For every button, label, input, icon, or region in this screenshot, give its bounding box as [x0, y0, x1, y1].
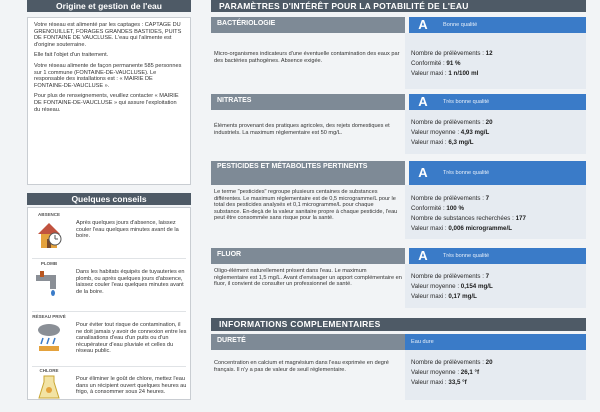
tip-label: RÉSEAU PRIVÉ: [32, 314, 66, 319]
info-header: INFORMATIONS COMPLEMENTAIRES: [211, 318, 586, 331]
param-nitrates: [211, 94, 586, 156]
origin-text-4: Pour plus de renseignements, veuillez contacter « MAIRIE DE FONTAINE-DE-VAUCLUSE » qui assure l'exploitation du réseau.: [34, 93, 179, 113]
rain-cloud-icon: [34, 320, 64, 352]
param-stats: [405, 110, 586, 154]
stat-line: Nombre de prélèvements : 7: [411, 273, 490, 280]
origin-header: Origine et gestion de l'eau: [27, 0, 191, 12]
stat-line: Valeur moyenne : 0,154 mg/L: [411, 283, 493, 290]
param-description: Concentration en calcium et magnésium dans l'eau exprimée en degré français. Il n'y a pas de valeur de seuil réglementaire.: [214, 360, 389, 373]
tips-header: Quelques conseils: [27, 193, 191, 205]
tip-text: Dans les habitats équipés de tuyauteries en plomb, ou après quelques jours d'absence, laissez couler l'eau quelques minutes avant de la boire.: [76, 269, 185, 295]
quality-label: Eau dure: [405, 334, 586, 350]
quality-label: Très bonne qualité: [437, 161, 586, 185]
param-pesticides: [211, 161, 586, 243]
stat-line: Conformité : 91 %: [411, 60, 461, 67]
param-stats: [405, 185, 586, 239]
stat-line: Nombre de prélèvements : 12: [411, 50, 493, 57]
param-title: DURETÉ: [211, 334, 405, 350]
origin-text-1: Votre réseau est alimenté par les captages : CAPTAGE DU GRENOUILLET, FORAGES GRANDES BASTIDES, PUITS DE FONTAINE DE VAUCLUSE. L'eau qui l'alimente est d'origine souterraine.: [34, 22, 182, 48]
param-title: BACTÉRIOLOGIE: [211, 17, 405, 33]
stat-line: Valeur maxi : 0,17 mg/L: [411, 293, 477, 300]
tip-chlore-icon-block: [30, 368, 68, 412]
stat-line: Conformité : 100 %: [411, 205, 464, 212]
tip-plomb-icon-block: [30, 261, 68, 305]
stat-line: Nombre de prélèvements : 20: [411, 359, 493, 366]
tip-text: Pour éviter tout risque de contamination, il ne doit jamais y avoir de connexion entre les canalisations d'eau d'un puits ou d'un récupérateur d'eau pluviale et celles du réseau public.: [76, 322, 187, 355]
grade-badge: A: [409, 161, 437, 185]
stat-line: Valeur maxi : 6,3 mg/L: [411, 139, 474, 146]
stat-line: Nombre de substances recherchées : 177: [411, 215, 526, 222]
param-description: Le terme "pesticides" regroupe plusieurs centaines de substances différentes. Le maximum réglementaire est de 0,5 microgramme/L pour le total des pesticides analysés et 0,1 microgramme/L pour chaque substance. En-deçà de la valeur sanitaire propre à chaque pesticide, l'eau peut être consommée sans risque pour la santé.: [214, 189, 398, 222]
tip-label: ABSENCE: [37, 212, 60, 217]
param-title: PESTICIDES ET MÉTABOLITES PERTINENTS: [211, 161, 405, 185]
param-stats: [405, 33, 586, 89]
stat-line: Valeur moyenne : 26,1 °f: [411, 369, 480, 376]
param-description: Oligo-élément naturellement présent dans l'eau. Le maximum réglementaire est 1,5 mg/L. Avant d'envisager un apport complémentaire en fluor, il convient de consulter un professionnel de santé.: [214, 268, 402, 288]
param-fluor: [211, 248, 586, 308]
tip-absence-icon-block: [30, 212, 68, 256]
params-header: PARAMÈTRES D'INTÉRÊT POUR LA POTABILITÉ DE L'EAU: [211, 0, 586, 12]
origin-panel: [27, 17, 191, 185]
origin-text-3: Votre réseau alimente de façon permanente 585 personnes sur 1 commune (FONTAINE-DE-VAUCLUSE). Le responsable des installations est : « MAIRIE DE FONTAINE-DE-VAUCLUSE ».: [34, 62, 182, 89]
param-title: NITRATES: [211, 94, 405, 110]
param-title: FLUOR: [211, 248, 405, 264]
quality-label: Très bonne qualité: [437, 248, 586, 264]
param-stats: [405, 350, 586, 400]
stat-line: Valeur moyenne : 4,93 mg/L: [411, 129, 490, 136]
tip-label: CHLORE: [39, 368, 59, 373]
param-stats: [405, 264, 586, 308]
divider: [32, 311, 186, 312]
grade-badge: A: [409, 17, 437, 33]
grade-badge: A: [409, 94, 437, 110]
stat-line: Valeur maxi : 0,006 microgramme/L: [411, 225, 512, 232]
divider: [32, 366, 186, 367]
stat-line: Nombre de prélèvements : 7: [411, 195, 490, 202]
origin-text-2: Elle fait l'objet d'un traitement.: [34, 52, 109, 59]
tip-text: Pour éliminer le goût de chlore, mettez l'eau dans un récipient ouvert quelques heures au frigo, à consommer sous 24 heures.: [76, 376, 187, 396]
carafe-icon: [34, 374, 64, 400]
quality-label: Très bonne qualité: [437, 94, 586, 110]
stat-line: Valeur maxi : 33,5 °f: [411, 379, 467, 386]
quality-label: Bonne qualité: [437, 17, 586, 33]
param-bacteriologie: [211, 17, 586, 89]
grade-badge: A: [409, 248, 437, 264]
divider: [32, 258, 186, 259]
param-description: Éléments provenant des pratiques agricoles, des rejets domestiques et industriels. La maximum réglementaire est 50 mg/L.: [214, 123, 390, 136]
house-clock-icon: [34, 218, 64, 250]
stat-line: Valeur maxi : 1 n/100 ml: [411, 70, 479, 77]
pipe-faucet-icon: [34, 267, 64, 299]
tips-panel: [27, 207, 191, 400]
stat-line: Nombre de prélèvements : 20: [411, 119, 493, 126]
tip-text: Après quelques jours d'absence, laissez couler l'eau quelques minutes avant de la boire.: [76, 220, 179, 240]
tip-reseau-icon-block: [30, 314, 68, 358]
param-durete: [211, 334, 586, 400]
param-description: Micro-organismes indicateurs d'une éventuelle contamination des eaux par des bactéries pathogènes. Absence exigée.: [214, 51, 400, 64]
tip-label: PLOMB: [40, 261, 58, 266]
